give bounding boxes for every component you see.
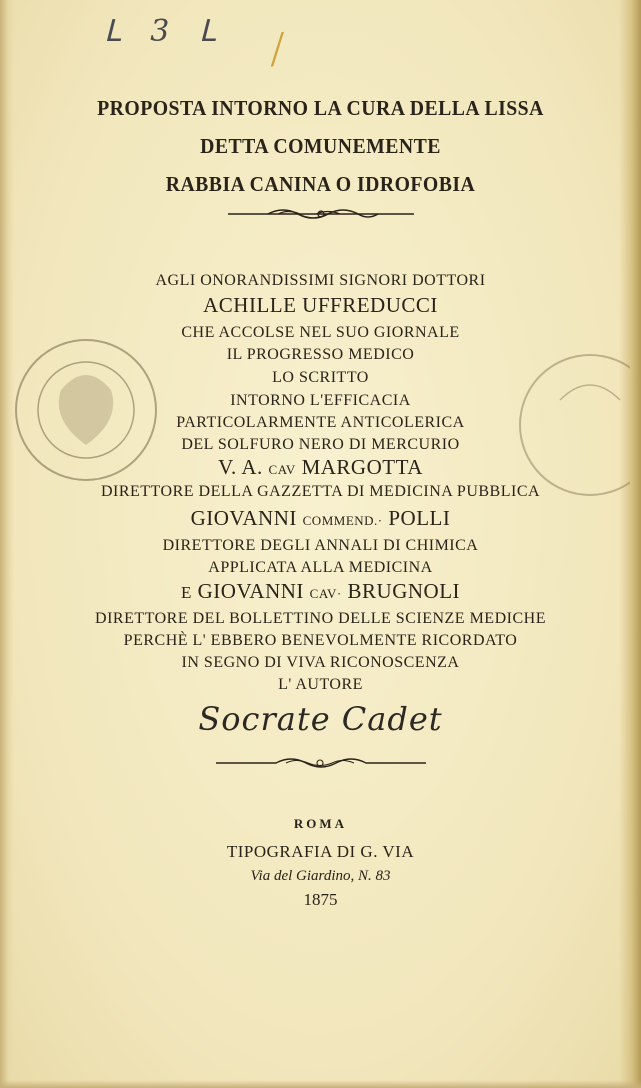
imprint-address: Via del Giardino, N. 83 bbox=[250, 868, 391, 884]
handwritten-signature: Socrate Cadet bbox=[198, 700, 443, 738]
dedication-opening: AGLI ONORANDISSIMI SIGNORI DOTTORI bbox=[155, 272, 486, 289]
name-3-first: GIOVANNI bbox=[190, 506, 297, 530]
dedicatee-name-4 bbox=[0, 579, 641, 604]
conjunction: E bbox=[180, 583, 192, 602]
dedicatee-role-3-line-2: APPLICATA ALLA MEDICINA bbox=[208, 559, 433, 576]
handwritten-shelfmark: ᒪ 3 ᒪ bbox=[104, 14, 226, 49]
dedicatee-role-2: DIRETTORE DELLA GAZZETTA DI MEDICINA PUBBLICA bbox=[100, 483, 541, 500]
imprint-printer: TIPOGRAFIA DI G. VIA bbox=[226, 842, 415, 861]
name-4-title: CAV· bbox=[309, 586, 342, 601]
name-2-surname: MARGOTTA bbox=[301, 455, 423, 479]
name-3-surname: POLLI bbox=[388, 506, 451, 530]
title-line-1: PROPOSTA INTORNO LA CURA DELLA LISSA bbox=[97, 96, 544, 120]
dedicatee-role-3-line-1: DIRETTORE DEGLI ANNALI DI CHIMICA bbox=[162, 537, 479, 554]
library-stamp-right bbox=[500, 340, 630, 510]
dedication-line-a2: IL PROGRESSO MEDICO bbox=[226, 346, 415, 363]
dedication-line-a3: LO SCRITTO bbox=[272, 369, 369, 386]
ornamental-rule-top bbox=[228, 206, 414, 222]
dedicatee-name-1: ACHILLE UFFREDUCCI bbox=[203, 293, 438, 317]
title-line-2: DETTA COMUNEMENTE bbox=[200, 134, 441, 158]
closing-line-1: PERCHÈ L' EBBERO BENEVOLMENTE RICORDATO bbox=[123, 632, 518, 649]
pencil-mark: / bbox=[265, 22, 288, 77]
ornamental-rule-bottom bbox=[216, 752, 426, 774]
name-2-prefix: V. A. bbox=[218, 455, 263, 479]
imprint-city: ROMA bbox=[293, 816, 348, 831]
imprint-year: 1875 bbox=[303, 890, 338, 909]
name-3-title: COMMEND.· bbox=[302, 513, 383, 528]
closing-line-3-author: L' AUTORE bbox=[278, 676, 363, 693]
dedicatee-role-4: DIRETTORE DEL BOLLETTINO DELLE SCIENZE MEDICHE bbox=[95, 610, 546, 627]
name-4-surname: BRUGNOLI bbox=[347, 579, 461, 603]
name-2-title: CAV bbox=[268, 462, 296, 477]
library-stamp-left bbox=[6, 320, 166, 500]
dedication-line-a4: INTORNO L'EFFICACIA bbox=[230, 392, 411, 409]
name-4-first: GIOVANNI bbox=[197, 579, 304, 603]
dedication-line-a6: DEL SOLFURO NERO DI MERCURIO bbox=[181, 436, 460, 453]
page-edge-bottom bbox=[0, 1080, 641, 1088]
dedication-line-a1: CHE ACCOLSE NEL SUO GIORNALE bbox=[181, 324, 460, 341]
dedication-line-a5: PARTICOLARMENTE ANTICOLERICA bbox=[176, 414, 465, 431]
closing-line-2: IN SEGNO DI VIVA RICONOSCENZA bbox=[181, 654, 460, 671]
title-line-3: RABBIA CANINA O IDROFOBIA bbox=[165, 172, 476, 196]
